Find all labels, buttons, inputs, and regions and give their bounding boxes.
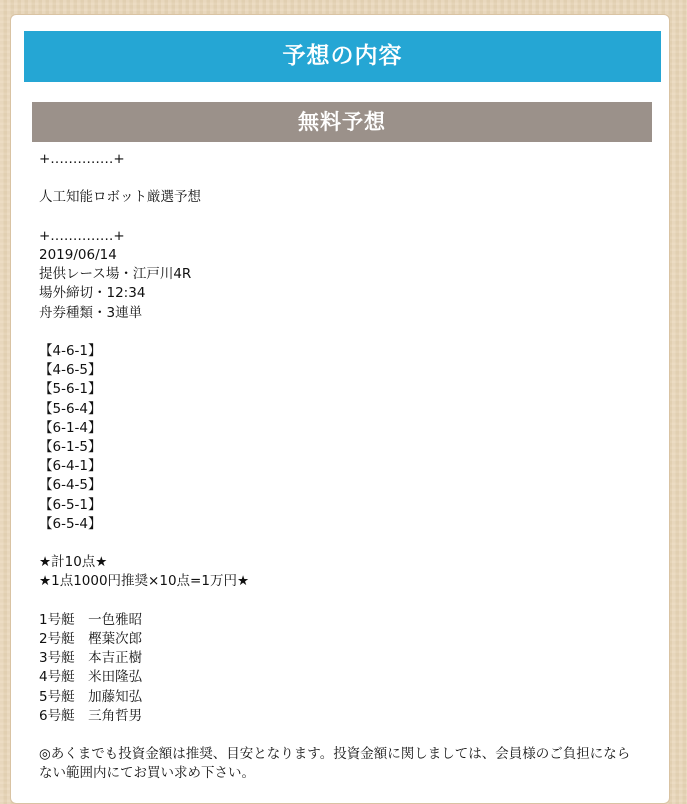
blank-line [39, 169, 643, 188]
boat-entry: 1号艇 一色雅昭 [39, 611, 143, 628]
divider-bottom: +‥‥‥‥‥‥‥+ [39, 227, 125, 244]
boat-entry: 2号艇 樫葉次郎 [39, 631, 143, 647]
combination-item: 【4-6-5】 [39, 362, 102, 379]
prediction-card [10, 14, 670, 804]
total-points: ★計10点★ [39, 554, 108, 571]
combination-item: 【6-5-4】 [39, 515, 102, 532]
combination-item: 【4-6-1】 [39, 342, 102, 359]
combination-item: 【5-6-1】 [39, 381, 102, 398]
page-title: 予想の内容 [24, 31, 661, 82]
boat-entry: 5号艇 加藤知弘 [39, 688, 143, 705]
investment-notice: ◎あくまでも投資金額は推奨、目安となります。投資金額に関しましては、会員様のご負担にならない範囲内にてお買い求め下さい。 [39, 746, 631, 782]
race-date: 2019/06/14 [39, 246, 117, 263]
combination-item: 【6-5-1】 [39, 496, 102, 513]
blank-line [39, 208, 643, 227]
blank-line [39, 534, 643, 553]
combination-item: 【6-1-5】 [39, 439, 102, 455]
section-title: 無料予想 [32, 102, 652, 142]
combination-item: 【5-6-4】 [39, 400, 102, 417]
boat-entry: 4号艇 米田隆弘 [39, 669, 143, 686]
race-venue: 提供レース場・江戸川4R [39, 266, 192, 283]
blank-line [39, 323, 643, 342]
prediction-content [39, 150, 643, 784]
bet-recommendation: ★1点1000円推奨×10点=1万円★ [39, 573, 250, 590]
boat-entry: 3号艇 本吉正樹 [39, 650, 143, 667]
ticket-type: 舟券種類・3連単 [39, 304, 143, 321]
blank-line [39, 726, 643, 745]
blank-line [39, 592, 643, 611]
divider-top: +‥‥‥‥‥‥‥+ [39, 151, 125, 167]
combination-item: 【6-1-4】 [39, 419, 102, 436]
prediction-name: 人工知能ロボット厳選予想 [39, 189, 201, 206]
combination-item: 【6-4-1】 [39, 458, 102, 475]
race-deadline: 場外締切・12:34 [39, 285, 146, 302]
boat-entry: 6号艇 三角哲男 [39, 707, 143, 724]
combination-item: 【6-4-5】 [39, 477, 102, 494]
